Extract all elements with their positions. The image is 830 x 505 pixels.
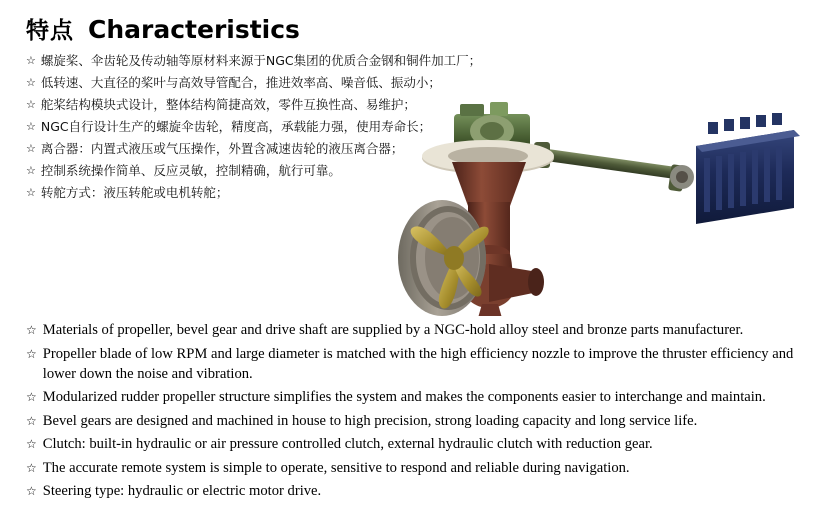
list-item-label: Modularized rudder propeller structure simplifies the system and makes the components easier to interchange and maintain.: [42, 389, 766, 405]
list-item-label: 低转速、大直径的桨叶与高效导管配合，推进效率高、噪音低、振动小；: [40, 75, 441, 90]
list-item-label: NGC自行设计生产的螺旋伞齿轮，精度高，承载能力强，使用寿命长；: [40, 119, 432, 134]
list-item: [26, 411, 806, 431]
page-title-chinese: 特点: [26, 18, 74, 44]
star-icon: ☆: [26, 76, 36, 89]
list-item-label: Propeller blade of low RPM and large diameter is matched with the high efficiency nozzle to improve the thruster efficiency and lower down the noise and vibration.: [42, 345, 794, 382]
engine-block: [696, 113, 800, 224]
star-icon: ☆: [26, 164, 36, 177]
page-title: [26, 12, 300, 45]
list-item: [26, 434, 806, 454]
list-item-label: The accurate remote system is simple to operate, sensitive to respond and reliable during navigation.: [42, 459, 630, 476]
star-icon: ☆: [26, 460, 37, 475]
star-icon: ☆: [26, 346, 37, 361]
drive-shaft-group: [534, 142, 694, 192]
page-title-english: Characteristics: [88, 15, 300, 44]
list-item-label: 转舵方式：液压转舵或电机转舵；: [40, 185, 229, 200]
star-icon: ☆: [26, 120, 36, 133]
star-icon: ☆: [26, 484, 37, 498]
star-icon: ☆: [26, 413, 37, 428]
list-item: [26, 458, 806, 478]
list-item: [26, 387, 806, 407]
star-icon: ☆: [26, 98, 36, 111]
star-icon: ☆: [26, 54, 36, 67]
list-item-label: Bevel gears are designed and machined in house to high precision, strong loading capacity and long service life.: [42, 412, 698, 429]
list-item-label: Materials of propeller, bevel gear and drive shaft are supplied by a NGC-hold alloy steel and bronze parts manufacturer.: [42, 322, 744, 338]
star-icon: ☆: [26, 390, 37, 404]
list-item: [26, 344, 806, 384]
list-item-label: 舵桨结构模块式设计，整体结构简捷高效，零件互换性高、易维护；: [40, 97, 416, 112]
list-item-label: 离合器：内置式液压或气压操作，外置含减速齿轮的液压离合器；: [40, 141, 404, 156]
list-item: [26, 320, 806, 340]
english-feature-list: [26, 320, 806, 505]
star-icon: ☆: [26, 437, 37, 451]
list-item-label: Steering type: hydraulic or electric motor drive.: [42, 483, 322, 499]
azimuth-thruster-illustration: [390, 86, 810, 316]
list-item: [26, 481, 806, 501]
star-icon: ☆: [26, 323, 37, 337]
list-item: [26, 50, 496, 71]
list-item-label: 螺旋桨、伞齿轮及传动轴等原材料来源于NGC集团的优质合金钢和铜件加工厂；: [40, 53, 482, 68]
list-item-label: 控制系统操作简单、反应灵敏，控制精确，航行可靠。: [40, 163, 341, 178]
list-item-label: Clutch: built-in hydraulic or air pressure controlled clutch, external hydraulic clutch with reduction gear.: [42, 436, 653, 452]
star-icon: ☆: [26, 186, 36, 199]
star-icon: ☆: [26, 142, 36, 155]
